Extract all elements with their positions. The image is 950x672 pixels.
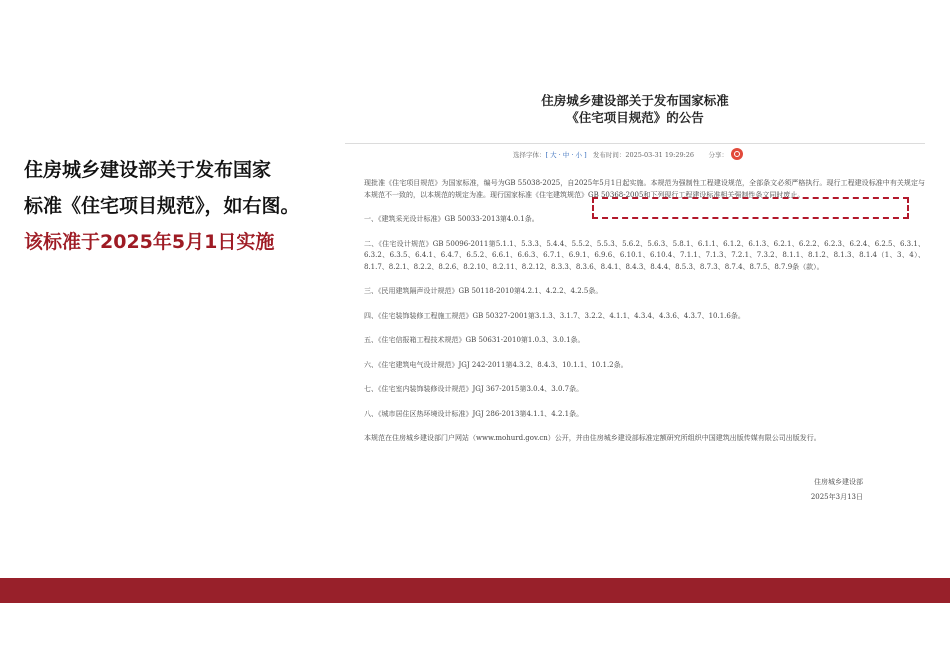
list-item: 八、《城市居住区热环境设计标准》JGJ 286-2013第4.1.1、4.2.1条。 <box>364 409 584 418</box>
list-item: 七、《住宅室内装饰装修设计规范》JGJ 367-2015第3.0.4、3.0.7条。 <box>364 385 584 393</box>
summary-line-2: 标准《住宅项目规范》，如右图。 <box>24 195 300 217</box>
doc-meta-bar <box>345 143 925 162</box>
publish-time: 发布时间：2025-03-31 19:29:26 <box>592 151 695 159</box>
intro-paragraph: 现批准《住宅项目规范》为国家标准，编号为GB 55038-2025，自2025年5月1日起实施。本规范为强制性工程建设规范，全部条文必须严格执行。现行工程建设标准中有关规定与本规范不一致的，以本规范的规定为准。现行国家标准《住宅建筑规范》GB 50368-2005和下列现行工程建设标准相关强制性条文同时废止。 <box>364 179 925 199</box>
list-item: 四、《住宅装饰装修工程施工规范》GB 50327-2001第3.1.3、3.1.7、3.2.2、4.1.1、4.3.4、4.3.6、4.3.7、10.1.6条。 <box>364 311 745 320</box>
doc-title-line-1: 住房城乡建设部关于发布国家标准 <box>541 93 729 108</box>
implementation-highlight-box <box>592 197 909 219</box>
list-item: 二、《住宅设计规范》GB 50096-2011第5.1.1、5.3.3、5.4.4、5.5.2、5.5.3、5.6.2、5.6.3、5.8.1、6.1.1、6.1.2、6.1.3、6.2.1、6.2.2、6.2.3、6.2.4、6.2.5、6.3.1、6.3.2、6.3.5、6.4.1、6.4.7、6.5.2、6.6.1、6.6.3、6.7.1、6.9.1、6.9.6、6.10.1、6.10.4、7.1.1、7.1.3、7.2.1、7.3.2、8.1.1、8.1.2、8.1.3、8.1.4（1、3、4）、8.1.7、8.2.1、8.2.2、8.2.6、8.2.10、8.2.11、8.2.12、8.3.3、8.3.6、8.4.1、8.4.3、8.4.4、8.5.3、8.7.3、8.7.4、8.7.5、8.7.9条（款）。 <box>364 239 925 271</box>
weibo-share-icon[interactable] <box>731 148 743 160</box>
font-select-label: 选择字体： <box>513 151 546 159</box>
font-size-selector[interactable]: [ 大 · 中 · 小 ] <box>545 151 587 159</box>
share-label: 分享： <box>708 151 729 159</box>
list-item: 三、《民用建筑隔声设计规范》GB 50118-2010第4.2.1、4.2.2、4.2.5条。 <box>364 287 603 295</box>
list-item: 五、《住宅信报箱工程技术规范》GB 50631-2010第1.0.3、3.0.1条。 <box>364 336 585 344</box>
doc-title-line-2: 《住宅项目规范》的公告 <box>566 110 704 125</box>
publish-note: 本规范在住房城乡建设部门户网站（www.mohurd.gov.cn）公开，并由住房城乡建设部标准定额研究所组织中国建筑出版传媒有限公司出版发行。 <box>364 434 821 442</box>
signature-date: 2025年3月13日 <box>810 492 863 501</box>
summary-line-1: 住房城乡建设部关于发布国家 <box>24 159 272 181</box>
summary-line-3-highlight: 该标准于2025年5月1日实施 <box>24 231 275 253</box>
bottom-accent-bar <box>0 578 950 603</box>
announcement-document <box>345 92 925 505</box>
signature-org: 住房城乡建设部 <box>814 477 863 486</box>
list-item: 一、《建筑采光设计标准》GB 50033-2013第4.0.1条。 <box>364 215 539 223</box>
list-item: 六、《住宅建筑电气设计规范》JGJ 242-2011第4.3.2、8.4.3、10.1.1、10.1.2条。 <box>364 360 628 369</box>
left-summary <box>24 152 324 260</box>
